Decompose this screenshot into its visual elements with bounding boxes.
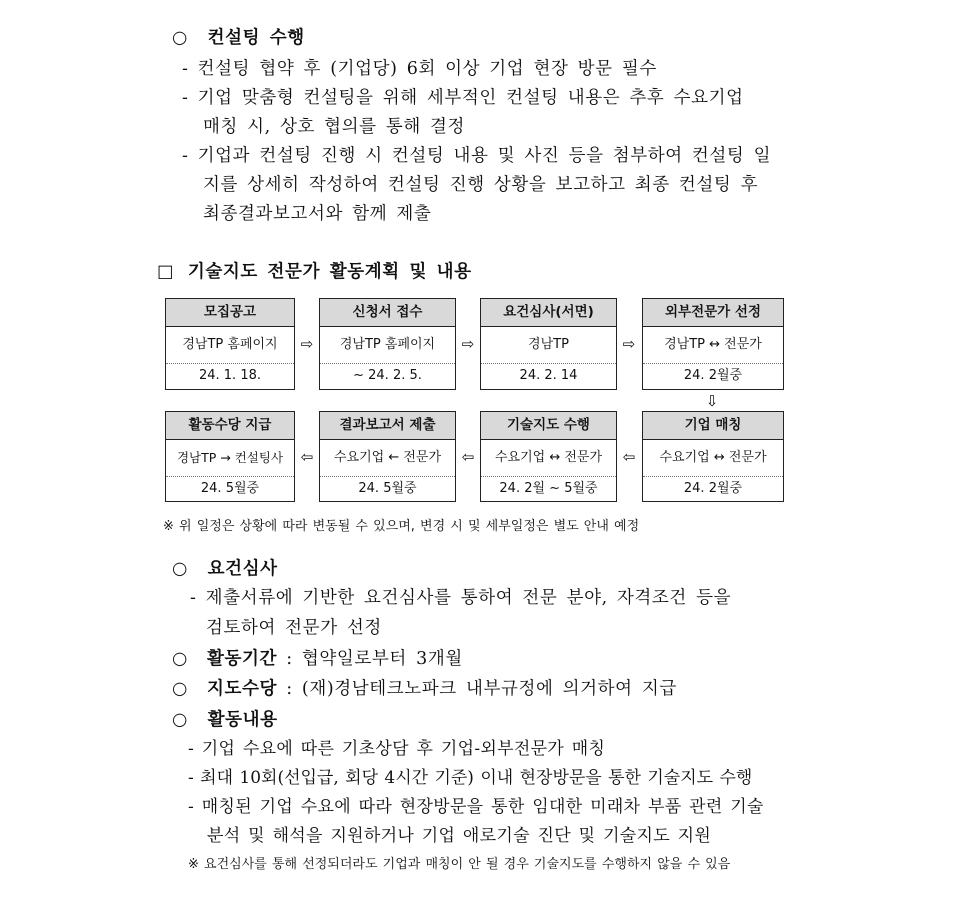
review-line-2: 검토하여 전문가 선정	[206, 618, 382, 638]
allowance-row	[172, 675, 677, 700]
allowance-label: 지도수당	[207, 679, 278, 699]
flow-step-actor: 경남TP	[481, 327, 616, 364]
section-title	[157, 258, 472, 283]
flow-step-date: 24. 2월 ~ 5월중	[499, 481, 598, 496]
activity-line-3: - 매칭된 기업 수요에 따라 현장방문을 통한 임대한 미래차 부품 관련 기술	[188, 797, 764, 817]
flow-step-title: 결과보고서 제출	[320, 412, 455, 440]
arrow-right-icon: ⇨	[622, 335, 636, 353]
flow-step-actor: 수요기업 ↔ 전문가	[481, 440, 616, 477]
allowance-value: : (재)경남테크노파크 내부규정에 의거하여 지급	[286, 679, 677, 699]
circle-bullet-icon: ○	[172, 679, 188, 699]
flow-step-actor: 경남TP 홈페이지	[320, 327, 455, 364]
schedule-note: ※ 위 일정은 상황에 따라 변동될 수 있으며, 변경 시 및 세부일정은 별도 안내 예정	[163, 519, 640, 534]
flow-step-review	[480, 298, 617, 390]
flow-step-matching	[642, 411, 784, 502]
arrow-left-icon: ⇦	[461, 448, 475, 466]
flow-step-actor: 경남TP 홈페이지	[166, 327, 294, 364]
flow-step-date: 24. 2월중	[683, 368, 743, 383]
arrow-left-icon: ⇦	[300, 448, 314, 466]
flow-step-title: 신청서 접수	[320, 299, 455, 327]
consulting-item-3-cont2: 최종결과보고서와 함께 제출	[203, 204, 432, 224]
flow-step-report	[319, 411, 456, 502]
flow-step-title: 기술지도 수행	[481, 412, 616, 440]
square-bullet-icon: □	[157, 262, 175, 282]
consulting-heading	[172, 24, 305, 49]
arrow-right-icon: ⇨	[461, 335, 475, 353]
flow-step-title: 기업 매칭	[643, 412, 783, 440]
flow-step-actor: 수요기업 ↔ 전문가	[643, 440, 783, 477]
flow-step-title: 모집공고	[166, 299, 294, 327]
review-line-1: - 제출서류에 기반한 요건심사를 통하여 전문 분야, 자격조건 등을	[190, 588, 732, 608]
activity-line-2: - 최대 10회(선입급, 회당 4시간 기준) 이내 현장방문을 통한 기술지도 수행	[188, 768, 753, 788]
circle-bullet-icon: ○	[172, 28, 188, 48]
flow-step-actor: 경남TP ↔ 전문가	[643, 327, 783, 364]
circle-bullet-icon: ○	[172, 649, 188, 669]
consulting-item-3-cont1: 지를 상세히 작성하여 컨설팅 진행 상황을 보고하고 최종 컨설팅 후	[203, 175, 759, 195]
flow-step-actor: 수요기업 ← 전문가	[320, 440, 455, 477]
flow-step-recruit	[165, 298, 295, 390]
flow-step-date: ~ 24. 2. 5.	[353, 368, 422, 383]
consulting-item-2-cont: 매칭 시, 상호 협의를 통해 결정	[203, 117, 466, 137]
activity-line-1: - 기업 수요에 따른 기초상담 후 기업-외부전문가 매칭	[188, 739, 606, 759]
consulting-item-1: - 컨설팅 협약 후 (기업당) 6회 이상 기업 현장 방문 필수	[182, 59, 657, 79]
review-heading	[172, 555, 278, 580]
flow-step-application	[319, 298, 456, 390]
activity-heading	[172, 706, 278, 731]
period-value: : 협약일로부터 3개월	[286, 649, 463, 669]
flow-step-date: 24. 2월중	[683, 481, 743, 496]
period-row	[172, 645, 463, 670]
circle-bullet-icon: ○	[172, 559, 188, 579]
activity-note: ※ 요건심사를 통해 선정되더라도 기업과 매칭이 안 될 경우 기술지도를 수행하지 않을 수 있음	[188, 857, 731, 872]
activity-line-4: 분석 및 해석을 지원하거나 기업 애로기술 진단 및 기술지도 지원	[207, 826, 712, 846]
flow-step-title: 외부전문가 선정	[643, 299, 783, 327]
flow-step-date: 24. 5월중	[358, 481, 417, 496]
flow-step-title: 활동수당 지급	[166, 412, 294, 440]
arrow-right-icon: ⇨	[300, 335, 314, 353]
activity-heading-text: 활동내용	[207, 710, 278, 730]
section-title-text: 기술지도 전문가 활동계획 및 내용	[187, 262, 472, 282]
circle-bullet-icon: ○	[172, 710, 188, 730]
arrow-left-icon: ⇦	[622, 448, 636, 466]
flow-step-date: 24. 5월중	[200, 481, 260, 496]
flow-step-actor: 경남TP → 컨설팅사	[166, 440, 294, 477]
flow-step-payment	[165, 411, 295, 502]
arrow-down-icon: ⇩	[705, 392, 719, 410]
consulting-item-2: - 기업 맞춤형 컨설팅을 위해 세부적인 컨설팅 내용은 추후 수요기업	[182, 88, 744, 108]
flow-step-selection	[642, 298, 784, 390]
flow-step-guidance	[480, 411, 617, 502]
review-heading-text: 요건심사	[207, 559, 278, 579]
consulting-item-3: - 기업과 컨설팅 진행 시 컨설팅 내용 및 사진 등을 첨부하여 컨설팅 일	[182, 146, 772, 166]
flow-step-date: 24. 2. 14	[519, 368, 578, 383]
flow-step-date: 24. 1. 18.	[198, 368, 262, 383]
consulting-heading-text: 컨설팅 수행	[207, 28, 305, 48]
flow-step-title: 요건심사(서면)	[481, 299, 616, 327]
period-label: 활동기간	[207, 649, 278, 669]
